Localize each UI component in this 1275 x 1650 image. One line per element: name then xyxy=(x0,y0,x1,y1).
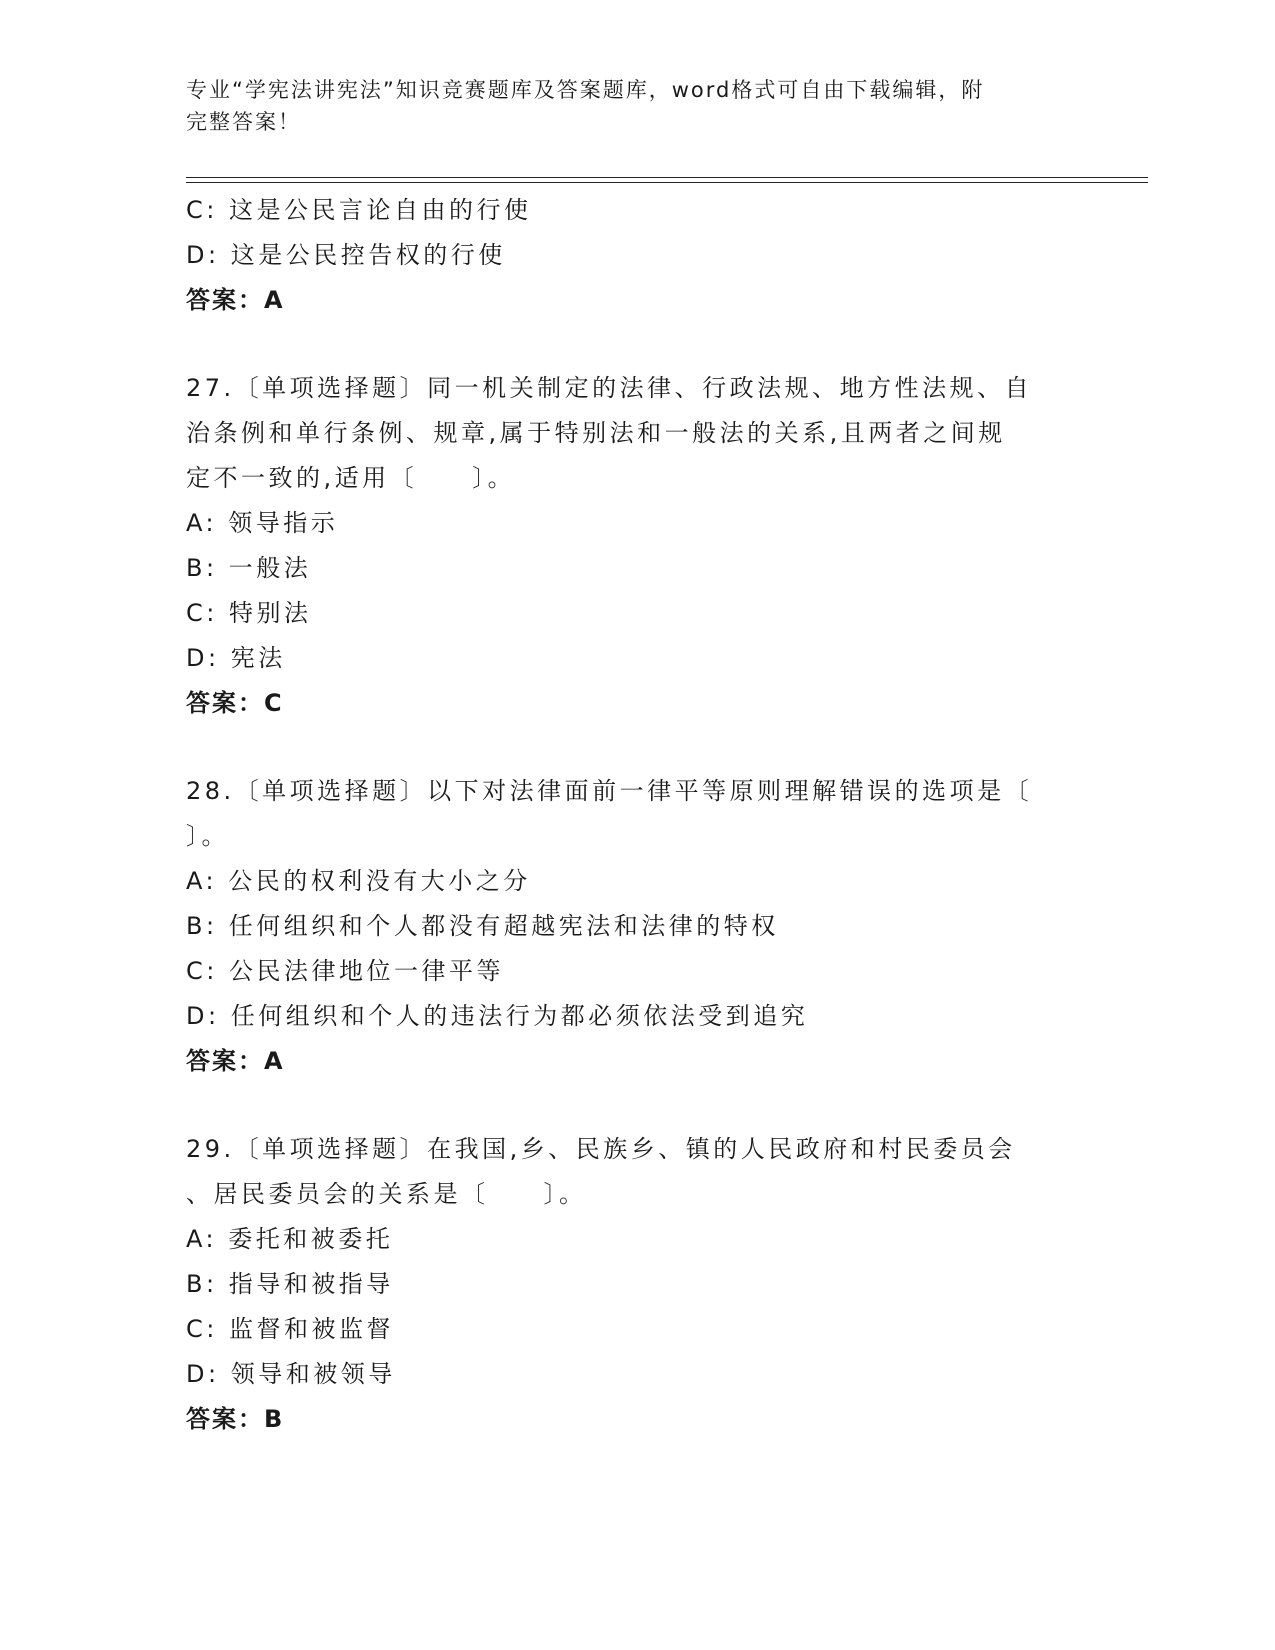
header-rule-top xyxy=(186,177,1148,178)
question-26-fragment xyxy=(186,188,1086,323)
option-d: D: 这是公民控告权的行使 xyxy=(186,241,506,269)
option-a: A: 领导指示 xyxy=(186,509,339,537)
page-header xyxy=(186,74,1066,138)
option-b: B: 指导和被指导 xyxy=(186,1270,394,1298)
option-c: C: 公民法律地位一律平等 xyxy=(186,957,504,985)
document-body xyxy=(186,188,1086,1442)
option-b: B: 任何组织和个人都没有超越宪法和法律的特权 xyxy=(186,912,779,940)
header-line-1: 专业“学宪法讲宪法”知识竞赛题库及答案题库，word格式可自由下载编辑，附 xyxy=(186,78,985,102)
option-c: C: 特别法 xyxy=(186,599,312,627)
option-a: A: 公民的权利没有大小之分 xyxy=(186,867,531,895)
answer: 答案：B xyxy=(186,1405,285,1433)
option-a: A: 委托和被委托 xyxy=(186,1225,394,1253)
question-stem-line: 〕。 xyxy=(186,822,229,850)
answer: 答案：C xyxy=(186,689,284,717)
question-stem-line: 29.〔单项选择题〕在我国,乡、民族乡、镇的人民政府和村民委员会 xyxy=(186,1135,1016,1163)
question-stem-line: 、居民委员会的关系是〔 〕。 xyxy=(186,1180,587,1208)
header-rule-bottom xyxy=(186,182,1148,183)
question-27 xyxy=(186,366,1086,726)
answer: 答案：A xyxy=(186,1047,285,1075)
option-b: B: 一般法 xyxy=(186,554,312,582)
question-stem-line: 治条例和单行条例、规章,属于特别法和一般法的关系,且两者之间规 xyxy=(186,419,1006,447)
question-stem-line: 28.〔单项选择题〕以下对法律面前一律平等原则理解错误的选项是〔 xyxy=(186,777,1033,805)
question-29 xyxy=(186,1127,1086,1442)
option-d: D: 宪法 xyxy=(186,644,286,672)
question-stem-line: 定不一致的,适用〔 〕。 xyxy=(186,464,516,492)
header-line-2: 完整答案！ xyxy=(186,110,301,134)
answer: 答案：A xyxy=(186,286,285,314)
option-c: C: 监督和被监督 xyxy=(186,1315,394,1343)
option-d: D: 任何组织和个人的违法行为都必须依法受到追究 xyxy=(186,1002,809,1030)
question-28 xyxy=(186,769,1086,1084)
option-d: D: 领导和被领导 xyxy=(186,1360,396,1388)
option-c: C: 这是公民言论自由的行使 xyxy=(186,196,532,224)
question-stem-line: 27.〔单项选择题〕同一机关制定的法律、行政法规、地方性法规、自 xyxy=(186,374,1033,402)
